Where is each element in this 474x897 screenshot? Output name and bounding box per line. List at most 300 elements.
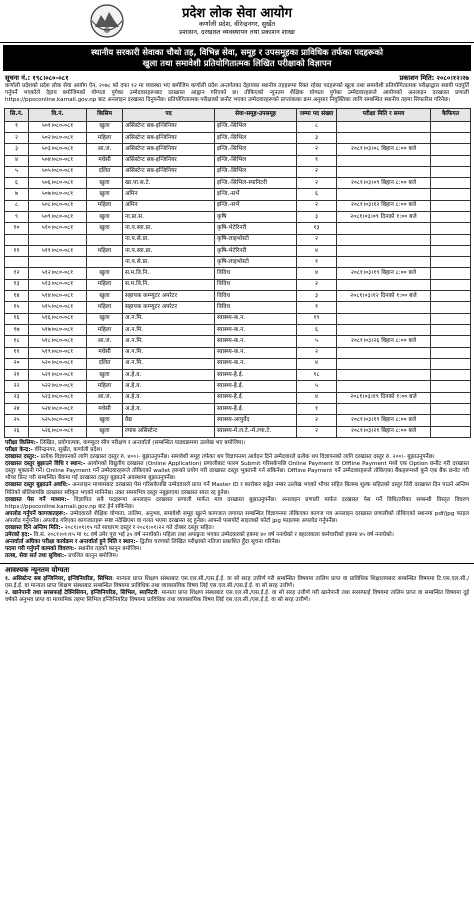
published-date: प्रकाशन मिति: २०८०।१२।२७ [399, 74, 469, 82]
table-cell: ८ [297, 121, 337, 132]
table-cell: ना.प.से.प्रा. [123, 257, 215, 268]
table-cell: २०८१।०३।१२ दिनको १:०० बजे [337, 291, 431, 302]
table-cell: ५१४।०८०-०८१ [29, 291, 87, 302]
intro-paragraph: कर्णाली प्रदेशको प्रदेश लोक सेवा आयोग ऐन, २०७८ को दफा १२ मा व्यवस्था भए बमोजिम कर्णाली प्रदेश अन्तर्गतका देहायका स्थानीय तहहरूमा रिक्त रहेका पदहरूको खुला तथा समावेशी प्रतियोगितात्मक परीक्षाद्वारा स्थायी पदपूर्ति गर्नुपर्ने भएकोले देहाय बमोजिमको योग्यता पुगेका उम्मेदवारहरूबाट दरखास्त आह्वान गरिएको छ। तोकिएको न्यूनतम शैक्षिक योग्यता पुगेका उम्मेदवारहरूले आयोगको अनलाइन दरखास्त प्रणाली https://ppsconline.karnali.gov.np बाट अनलाइन दरखास्त दिनुपर्नेछ। प्रतियोगितात्मक परीक्षाको छनौट भएका उम्मेदवारहरूको प्राप्तांकका क्रम अनुसार नियुक्तिका लागि सम्बन्धित स्थानीय तहमा सिफारिस गरिनेछ। [5, 83, 469, 104]
table-cell [431, 381, 471, 392]
table-cell [29, 257, 87, 268]
table-cell: ५२०।०८०-०८१ [29, 358, 87, 369]
col-header-type: किसिम [87, 108, 123, 121]
table-cell: मधेसी [87, 155, 123, 166]
qualification-title: खानेपानी तथा सरसफाई टेक्निसियन, इन्जिनियरिङ, सिभिल, स्यानिटरी [12, 589, 158, 596]
section-text: विज्ञापित सबै पदहरूमा अनलाइन दरखास्त प्रणाली मार्फत मात्र दरखास्त बुझाउनुपर्नेछ। अनलाइन प्रणाली मार्फत दरखास्त पेस गर्ने विधि/तरिका सम्बन्धी विस्तृत विवरण https://ppsconline.karnali.gov.np बाट हेर्न सकिनेछ। [5, 496, 470, 510]
col-header-post: पद [123, 108, 215, 121]
table-cell: २ [297, 200, 337, 211]
table-cell: स्वास्थ्य-क.न. [215, 358, 297, 369]
table-row [5, 257, 471, 268]
section-label: पदमा गरी गर्नुपर्ने कामको विवरण:- [5, 546, 77, 553]
table-cell [431, 404, 471, 415]
table-cell: असिस्टेन्ट सब-इन्जिनियर [123, 132, 215, 143]
table-cell [431, 234, 471, 245]
col-header-count: जम्मा पद संख्या [297, 108, 337, 121]
table-row [5, 358, 471, 369]
table-cell: २०८१।०३।१२ बिहान ८:०० बजे [337, 200, 431, 211]
advertisement-banner [3, 45, 471, 71]
table-cell [337, 358, 431, 369]
table-cell: ६ [297, 324, 337, 335]
table-cell [87, 234, 123, 245]
table-cell: २ [297, 347, 337, 358]
table-cell: १ [297, 257, 337, 268]
table-cell: स्वास्थ्य-है.ई. [215, 392, 297, 403]
table-cell: ५०१।०८०-०८१ [29, 121, 87, 132]
table-row [5, 302, 471, 313]
table-cell: १ [297, 404, 337, 415]
table-cell [431, 200, 471, 211]
table-row [5, 234, 471, 245]
table-cell: ५१९।०८०-०८१ [29, 347, 87, 358]
table-cell: कृषि-भेटेरिनरी [215, 223, 297, 234]
table-cell: २०८१।०३।१९ दिनको १:०० बजे [337, 392, 431, 403]
section-label: दरखास्त दस्तुर बुझाउने विधि र स्थान:- [5, 461, 86, 468]
table-row [5, 189, 471, 200]
table-cell: २ [5, 132, 29, 143]
table-cell: ६ [297, 189, 337, 200]
table-cell: १८ [297, 370, 337, 381]
table-cell: १९ [297, 313, 337, 324]
table-row [5, 313, 471, 324]
table-cell [431, 324, 471, 335]
notice-section [0, 482, 474, 496]
table-cell [431, 178, 471, 189]
table-row [5, 223, 471, 234]
table-cell: २२ [5, 381, 29, 392]
table-cell [431, 132, 471, 143]
header [0, 0, 474, 43]
table-cell: ना.प्रा.स. [123, 211, 215, 222]
table-cell: दलित [87, 358, 123, 369]
table-cell [337, 257, 431, 268]
section-text: द्वितीय चरणको लिखित परीक्षाको नतिजा प्रकाशित हुँदा सूचना गरिनेछ। [139, 539, 281, 546]
table-cell [431, 121, 471, 132]
table-cell: महिला [87, 245, 123, 256]
table-cell [431, 144, 471, 155]
table-cell: २०८१।०३।१९ बिहान ८:०० बजे [337, 415, 431, 426]
table-cell: ६ [5, 178, 29, 189]
qualification-text: मान्यता प्राप्त शिक्षण संस्थाबाट एस.एल.सी./एस.ई.ई. वा सो सरह उत्तीर्ण गरी खानेपानी तथा सरसफाई विषयमा तालिम प्राप्त वा सम्बन्धित विषयमा दुई वर्षको अनुभव प्राप्त वा माध्यमिक तहमा सिभिल इन्जिनियरिङ विषयमा प्राविधिक तथा व्यावसायिक विषय लिई एस.एल.सी./एस.ई.ई. वा सो सरह उत्तीर्ण। [5, 589, 470, 603]
table-cell [431, 211, 471, 222]
section-label: दरखास्त दस्तुर:- [5, 454, 39, 461]
table-cell [337, 234, 431, 245]
table-cell: इन्जि.-सिभिल [215, 132, 297, 143]
table-cell: खुला [87, 291, 123, 302]
table-cell: १० [5, 223, 29, 234]
table-row [5, 245, 471, 256]
notice-section [0, 440, 474, 447]
table-cell: स.म.वि.नि. [123, 279, 215, 290]
table-cell: खुला [87, 211, 123, 222]
table-cell [431, 223, 471, 234]
section-label: दरखास्त दस्तुर बुझाउने अवधि:- [5, 482, 71, 489]
table-cell: ना.प.स्वा.प्रा. [123, 245, 215, 256]
table-cell: अमिन [123, 200, 215, 211]
table-cell: ल्याब असिस्टेन्ट [123, 426, 215, 437]
table-cell [337, 189, 431, 200]
table-row [5, 132, 471, 143]
table-cell: ३ [297, 211, 337, 222]
table-cell [337, 121, 431, 132]
table-cell [337, 302, 431, 313]
table-cell: सहायक कम्प्युटर अपरेटर [123, 302, 215, 313]
table-cell: अ.हे.व. [123, 392, 215, 403]
table-cell: स.म.वि.नि. [123, 268, 215, 279]
table-cell: विविध [215, 268, 297, 279]
table-cell: १२ [5, 268, 29, 279]
table-cell: ७ [5, 189, 29, 200]
table-cell: ५०५।०८०-०८१ [29, 166, 87, 177]
section-label: दरखास्त दिने अन्तिम मिति:- [5, 525, 63, 532]
section-label: अन्तर्वार्ता अघिका परीक्षा कार्यक्रम र अन्तर्वार्ता हुने मिति र स्थान:- [5, 539, 138, 546]
table-cell: ४ [5, 155, 29, 166]
qualifications-title: आवश्यक न्यूनतम योग्यता [0, 563, 474, 576]
table-row [5, 291, 471, 302]
notice-sections [0, 440, 474, 561]
table-cell: इन्जि.-सिभिल [215, 144, 297, 155]
table-row [5, 392, 471, 403]
table-cell: मधेसी [87, 347, 123, 358]
table-cell: खुला [87, 426, 123, 437]
col-header-remarks: कैफियत [431, 108, 471, 121]
table-cell: महिला [87, 279, 123, 290]
table-cell: खुला [87, 313, 123, 324]
section-label: तलब, सेवा सर्त तथा सुविधा:- [5, 553, 67, 560]
table-cell: असिस्टेन्ट सब-इन्जिनियर [123, 166, 215, 177]
qualification-title: असिस्टेन्ट सब इन्जिनियर, इन्जिनियरिङ, सिभिल [12, 575, 113, 582]
table-cell: २ [297, 178, 337, 189]
table-cell: स्वास्थ्य-मे.ल.टे.-मे.ल्या.टे. [215, 426, 297, 437]
table-cell: अ.न.मि. [123, 336, 215, 347]
table-cell: २०८१।०३।२६ बिहान ८:०० बजे [337, 336, 431, 347]
table-row [5, 268, 471, 279]
section-label: उमेरको हद:- [5, 532, 32, 539]
qualification-num: १. [5, 575, 11, 582]
qualifications-list [0, 576, 474, 604]
table-cell: असिस्टेन्ट सब-इन्जिनियर [123, 155, 215, 166]
table-cell [337, 245, 431, 256]
table-cell: ३ [5, 144, 29, 155]
table-cell: ५०२।०८०-०८१ [29, 132, 87, 143]
table-cell: दलित [87, 166, 123, 177]
table-cell [87, 257, 123, 268]
table-row [5, 166, 471, 177]
table-cell: असिस्टेन्ट सब-इन्जिनियर [123, 144, 215, 155]
table-cell: खुला [87, 415, 123, 426]
table-cell: ५०३।०८०-०८१ [29, 144, 87, 155]
table-cell: ३ [297, 132, 337, 143]
notice-section [0, 461, 474, 482]
section-text: २०८१।०१।१५ गते साधारण दस्तुर र २०८१।०१।२२ गते दोब्बर दस्तुर सहित। [64, 525, 214, 532]
section-text: स्थानीय तहको कानून बमोजिम। [78, 546, 142, 553]
table-cell [431, 189, 471, 200]
table-cell: स्वास्थ्य-क.न. [215, 347, 297, 358]
table-cell: अ.न.मि. [123, 358, 215, 369]
commission-title: प्रदेश लोक सेवा आयोग [182, 6, 292, 21]
notice-section [0, 497, 474, 511]
table-cell: ४ [297, 245, 337, 256]
table-cell: २४ [5, 404, 29, 415]
col-header-exam-date: परीक्षा मिति र समय [337, 108, 431, 121]
table-cell: ५०८।०८०-०८१ [29, 200, 87, 211]
table-cell: कृषि [215, 211, 297, 222]
table-cell [431, 302, 471, 313]
section-text: आयोगको विद्युतीय दरखास्त (Online Application) प्रणालीबाट फारम Submit गरिसकेपछि Online Payment वा Offline Payment मध्ये एक Option छनौट गरी दरखास्त दस्तुर भुक्तानी गर्ने। Online Payment गर्ने उम्मेदवारहरूले तोकिएको wallet हरूको प्रयोग गरी दरखास्त दस्तुर भुक्तानी गर्न सकिनेछ। Offline Payment गर्ने उम्मेदवारहरूले तोकिएका बैंकहरूमध्ये कुनै एक बैंक छनोट गरी भौचर प्रिन्ट गरी सम्बन्धित बैंकमा गई दरखास्त दस्तुर बुझाउने अवस्थामा बुझाउनुपर्नेछ। [5, 461, 469, 482]
table-cell [337, 155, 431, 166]
notice-section [0, 553, 474, 560]
table-cell: आ.ज. [87, 392, 123, 403]
table-cell: २ [297, 234, 337, 245]
table-cell: कृषि-लाइभोस्टो [215, 257, 297, 268]
table-cell: ५१५।०८०-०८१ [29, 302, 87, 313]
table-cell [431, 370, 471, 381]
section-text: उम्मेदवारले शैक्षिक योग्यता, तालिम, अनुभव, समावेशी समूह खुल्ने कागजात लगायत सम्बन्धित विज्ञापनमा तोकिएका कागज पत्र अनलाइन दरखास्त प्रणालीको तोकिएको स्थानमा pdf/jpg फाइल अपलोड गर्नुपर्नेछ। अपलोड गरिएका कागजातहरू स्पष्ट नदेखिएमा वा गलत भएमा दरखास्त रद्द हुनेछ। आफ्नो पासपोर्ट साइजको फोटो jpg फाइलमा अपलोड गर्नुपर्नेछ। [5, 510, 469, 524]
table-cell: स्वास्थ्य-आयुर्वेद [215, 415, 297, 426]
section-text: प्रचलित कानून बमोजिम। [68, 553, 118, 560]
table-row [5, 211, 471, 222]
table-cell: खुला [87, 223, 123, 234]
commission-section: प्रशासन, दरखास्त व्यवस्थापन तथा प्रकाशन शाखा [179, 28, 295, 36]
table-row [5, 347, 471, 358]
commission-address: कर्णाली प्रदेश, वीरेन्द्रनगर, सुर्खेत [198, 20, 276, 28]
table-cell: कृषि-भेटेरिनरी [215, 245, 297, 256]
table-cell: खा.पा.स.टे. [123, 178, 215, 189]
table-cell: २०८१।०३।०९ बिहान ८:०० बजे [337, 178, 431, 189]
table-cell [431, 166, 471, 177]
table-row [5, 426, 471, 437]
table-row [5, 121, 471, 132]
table-row [5, 178, 471, 189]
table-cell: २६ [5, 426, 29, 437]
table-cell [431, 336, 471, 347]
table-cell: विविध [215, 291, 297, 302]
section-text: वीरेन्द्रनगर, सुर्खेत, कर्णाली प्रदेश। [34, 447, 103, 454]
table-cell: १५ [5, 302, 29, 313]
table-cell [431, 279, 471, 290]
table-cell: ५२५।०८०-०८१ [29, 415, 87, 426]
table-cell: २ [297, 144, 337, 155]
table-cell: इन्जि.-सिभिल [215, 155, 297, 166]
table-cell: स्वास्थ्य-क.न. [215, 336, 297, 347]
table-cell: इन्जि.-सर्भे [215, 189, 297, 200]
table-cell: वैद्य [123, 415, 215, 426]
table-cell: स्वास्थ्य-है.ई. [215, 381, 297, 392]
table-cell: महिला [87, 302, 123, 313]
table-cell: २ [297, 166, 337, 177]
table-cell [29, 234, 87, 245]
table-cell [5, 257, 29, 268]
table-cell: ४ [297, 392, 337, 403]
section-text: अनलाइन माध्यमबाट दरखास्त पेस गरिसकेपछि उम्मेदवारले प्राप्त गर्ने Master ID र कारोबार सङ्केत नम्बर उल्लेख भएको भौचर सहित बिलम्ब शुल्क सहितको दस्तुर तिरी दरखास्त दिन पाउने अन्तिम मितिको बोलिसपछि दरखास्त स्वीकृत भएको मानिनेछ। उक्त समयभित्र दस्तुर नबुझाएमा दरखास्त स्वतः रद्द हुनेछ। [5, 482, 469, 496]
table-cell: कृषि-लाइभोस्टो [215, 234, 297, 245]
table-cell [337, 381, 431, 392]
table-row [5, 415, 471, 426]
table-cell: ५२४।०८०-०८१ [29, 404, 87, 415]
table-cell: २०८१।०३।०८ बिहान ८:०० बजे [337, 144, 431, 155]
section-text: वि.सं. २०८१।०१।१५ मा १८ वर्ष उमेर पूरा भई ३५ वर्ष ननाघेको। महिला तथा अपाङ्गता भएका उम्मेदवारको हकमा ४० वर्ष ननाघेको र बहालवाला कर्मचारीको हकमा ४५ वर्ष ननाघेको। [33, 532, 394, 539]
table-cell [431, 268, 471, 279]
table-cell: २० [5, 358, 29, 369]
table-cell: स्वास्थ्य-क.न. [215, 324, 297, 335]
table-cell: २५ [5, 415, 29, 426]
table-cell: स्वास्थ्य-है.ई. [215, 370, 297, 381]
table-cell: ११ [5, 245, 29, 256]
table-cell: १३ [5, 279, 29, 290]
table-cell: ५१३।०८०-०८१ [29, 279, 87, 290]
table-cell: विविध [215, 302, 297, 313]
table-cell: १३ [297, 223, 337, 234]
table-cell [431, 245, 471, 256]
table-cell: २ [297, 426, 337, 437]
table-cell: अ.न.मि. [123, 324, 215, 335]
table-cell: ३ [297, 291, 337, 302]
table-cell: ना.प.से.प्रा. [123, 234, 215, 245]
table-row [5, 279, 471, 290]
table-cell: खुला [87, 189, 123, 200]
table-header-row [5, 108, 471, 121]
table-cell: ५२६।०८०-०८१ [29, 426, 87, 437]
table-cell: १ [297, 155, 337, 166]
table-cell: ५०७।०८०-०८१ [29, 189, 87, 200]
table-cell [431, 257, 471, 268]
table-row [5, 336, 471, 347]
table-cell: ५ [297, 336, 337, 347]
banner-line-2: खुला तथा समावेशी प्रतियोगितात्मक लिखित परीक्षाको विज्ञापन [142, 57, 332, 68]
table-cell: १६ [5, 313, 29, 324]
table-cell: ४ [297, 358, 337, 369]
table-cell: आ.ज. [87, 144, 123, 155]
table-cell: २०८१।०३।०९ दिनको १:०० बजे [337, 211, 431, 222]
table-cell [337, 370, 431, 381]
table-cell [337, 223, 431, 234]
table-cell: महिला [87, 381, 123, 392]
section-label: अपलोड गर्नुपर्ने कागजातहरू:- [5, 510, 68, 517]
table-cell: ४ [297, 268, 337, 279]
table-cell [431, 313, 471, 324]
table-cell: आ.ज. [87, 336, 123, 347]
table-cell: ५१०।०८०-०८१ [29, 223, 87, 234]
table-cell [431, 392, 471, 403]
table-cell: २०८१।०३।२१ बिहान ८:०० बजे [337, 426, 431, 437]
table-cell [431, 291, 471, 302]
table-cell [337, 404, 431, 415]
table-cell: ९ [5, 211, 29, 222]
table-cell [337, 166, 431, 177]
section-label: परीक्षा किसिम:- [5, 439, 39, 446]
table-cell [5, 234, 29, 245]
table-cell: १८ [5, 336, 29, 347]
qualification-num: २. [5, 589, 11, 596]
table-row [5, 155, 471, 166]
table-cell: २३ [5, 392, 29, 403]
col-header-sn: सि.नं. [5, 108, 29, 121]
table-row [5, 324, 471, 335]
notice-section [0, 511, 474, 525]
table-cell: २ [297, 415, 337, 426]
table-row [5, 200, 471, 211]
vacancy-table [4, 108, 471, 438]
table-cell: ५०४।०८०-०८१ [29, 155, 87, 166]
table-cell: ५२२।०८०-०८१ [29, 381, 87, 392]
section-text: प्रत्येक विज्ञापनको लागि दरखास्त दस्तुर रु. ४००।- बुझाउनुपर्नेछ। समावेशी समूह तर्फका थप विज्ञापनमा आवेदन दिने उम्मेदवारले प्रत्येक थप विज्ञापनको लागि दरखास्त दस्तुर रु. २००।- बुझाउनुपर्नेछ। [40, 454, 435, 461]
table-cell: महिला [87, 200, 123, 211]
table-cell: १ [297, 302, 337, 313]
table-cell [431, 155, 471, 166]
table-cell: इन्जि.-सिभिल [215, 166, 297, 177]
table-cell: १९ [5, 347, 29, 358]
table-cell [337, 324, 431, 335]
col-header-service: सेवा-समूह-उपसमूह [215, 108, 297, 121]
table-cell: इन्जि.-सर्भे [215, 200, 297, 211]
table-cell: अ.न.मि. [123, 347, 215, 358]
table-cell: ५१२।०८०-०८१ [29, 268, 87, 279]
table-cell [337, 347, 431, 358]
table-cell: २०८१।०३।१९ बिहान ८:०० बजे [337, 268, 431, 279]
section-text: लिखित, प्रयोगात्मक, कम्प्युटर सीप परीक्षण र अन्तर्वार्ता (सम्बन्धित पाठ्यक्रममा उल्लेख भए बमोजिम)। [39, 439, 246, 446]
table-cell: ५ [297, 381, 337, 392]
table-cell: खुला [87, 268, 123, 279]
table-cell: अमिन [123, 189, 215, 200]
table-cell: अ.हे.व. [123, 381, 215, 392]
table-row [5, 404, 471, 415]
table-cell [431, 347, 471, 358]
table-row [5, 370, 471, 381]
table-cell [337, 279, 431, 290]
table-cell: १४ [5, 291, 29, 302]
qualification-text: मान्यता प्राप्त शिक्षण संस्थाबाट एस.एल.सी./एस.ई.ई. वा सो सरह उत्तीर्ण गरी सम्बन्धित विषयमा तालिम प्राप्त वा प्राविधिक शिक्षालयबाट सम्बन्धित विषयमा टि.एस.एल.सी./एस.ई.ई. वा मान्यता प्राप्त शिक्षण संस्थाबाट सम्बन्धित विषयमा प्राविधिक तथा व्यावसायिक विषय लिई एस.एल.सी./एस.ई.ई. वा सो सरह उत्तीर्ण। [5, 575, 470, 589]
table-cell: विविध [215, 279, 297, 290]
table-cell: स्वास्थ्य-है.ई. [215, 404, 297, 415]
table-cell: ५१६।०८०-०८१ [29, 313, 87, 324]
table-cell: अ.हे.व. [123, 404, 215, 415]
table-cell: ५०९।०८०-०८१ [29, 211, 87, 222]
table-cell: २ [297, 279, 337, 290]
table-cell: ५२१।०८०-०८१ [29, 370, 87, 381]
table-cell: अ.न.मि. [123, 313, 215, 324]
table-cell: इन्जि.-सिभिल [215, 121, 297, 132]
table-cell: महिला [87, 324, 123, 335]
col-header-adv-no: वि.नं. [29, 108, 87, 121]
table-cell: इन्जि.-सिभिल-स्यानिटरी [215, 178, 297, 189]
table-cell [431, 358, 471, 369]
table-cell: स्वास्थ्य-क.न. [215, 313, 297, 324]
table-cell: खुला [87, 121, 123, 132]
table-cell: ५१८।०८०-०८१ [29, 336, 87, 347]
qualification-item: २. खानेपानी तथा सरसफाई टेक्निसियन, इन्जिनियरिङ, सिभिल, स्यानिटरी: मान्यता प्राप्त शिक्षण संस्थाबाट एस.एल.सी./एस.ई.ई. वा सो सरह उत्तीर्ण गरी खानेपानी तथा सरसफाई विषयमा तालिम प्राप्त वा सम्बन्धित विषयमा दुई वर्षको अनुभव प्राप्त वा माध्यमिक तहमा सिभिल इन्जिनियरिङ विषयमा प्राविधिक तथा व्यावसायिक विषय लिई एस.एल.सी./एस.ई.ई. वा सो सरह उत्तीर्ण। [5, 589, 470, 603]
qualification-item: १. असिस्टेन्ट सब इन्जिनियर, इन्जिनियरिङ, सिभिल: मान्यता प्राप्त शिक्षण संस्थाबाट एस.एल.सी./एस.ई.ई. वा सो सरह उत्तीर्ण गरी सम्बन्धित विषयमा तालिम प्राप्त वा प्राविधिक शिक्षालयबाट सम्बन्धित विषयमा टि.एस.एल.सी./एस.ई.ई. वा मान्यता प्राप्त शिक्षण संस्थाबाट सम्बन्धित विषयमा प्राविधिक तथा व्यावसायिक विषय लिई एस.एल.सी./एस.ई.ई. वा सो सरह उत्तीर्ण। [5, 575, 470, 589]
table-cell [431, 426, 471, 437]
table-cell: ना.प.स्वा.प्रा. [123, 223, 215, 234]
table-cell: १ [5, 121, 29, 132]
table-cell: १७ [5, 324, 29, 335]
table-cell: ५१७।०८०-०८१ [29, 324, 87, 335]
table-cell: महिला [87, 132, 123, 143]
notice-number: सूचना नं.: १९८।०८०-०८१ [5, 74, 69, 82]
table-cell [337, 132, 431, 143]
table-cell: ५२३।०८०-०८१ [29, 392, 87, 403]
table-cell: अ.हे.व. [123, 370, 215, 381]
table-cell: असिस्टेन्ट सब-इन्जिनियर [123, 121, 215, 132]
table-cell [337, 313, 431, 324]
table-row [5, 144, 471, 155]
banner-line-1: स्थानीय सरकारी सेवाका चौथो तह, विभिन्न सेवा, समूह र उपसमूहका प्राविधिक तर्फका पदहरूको [90, 47, 384, 57]
